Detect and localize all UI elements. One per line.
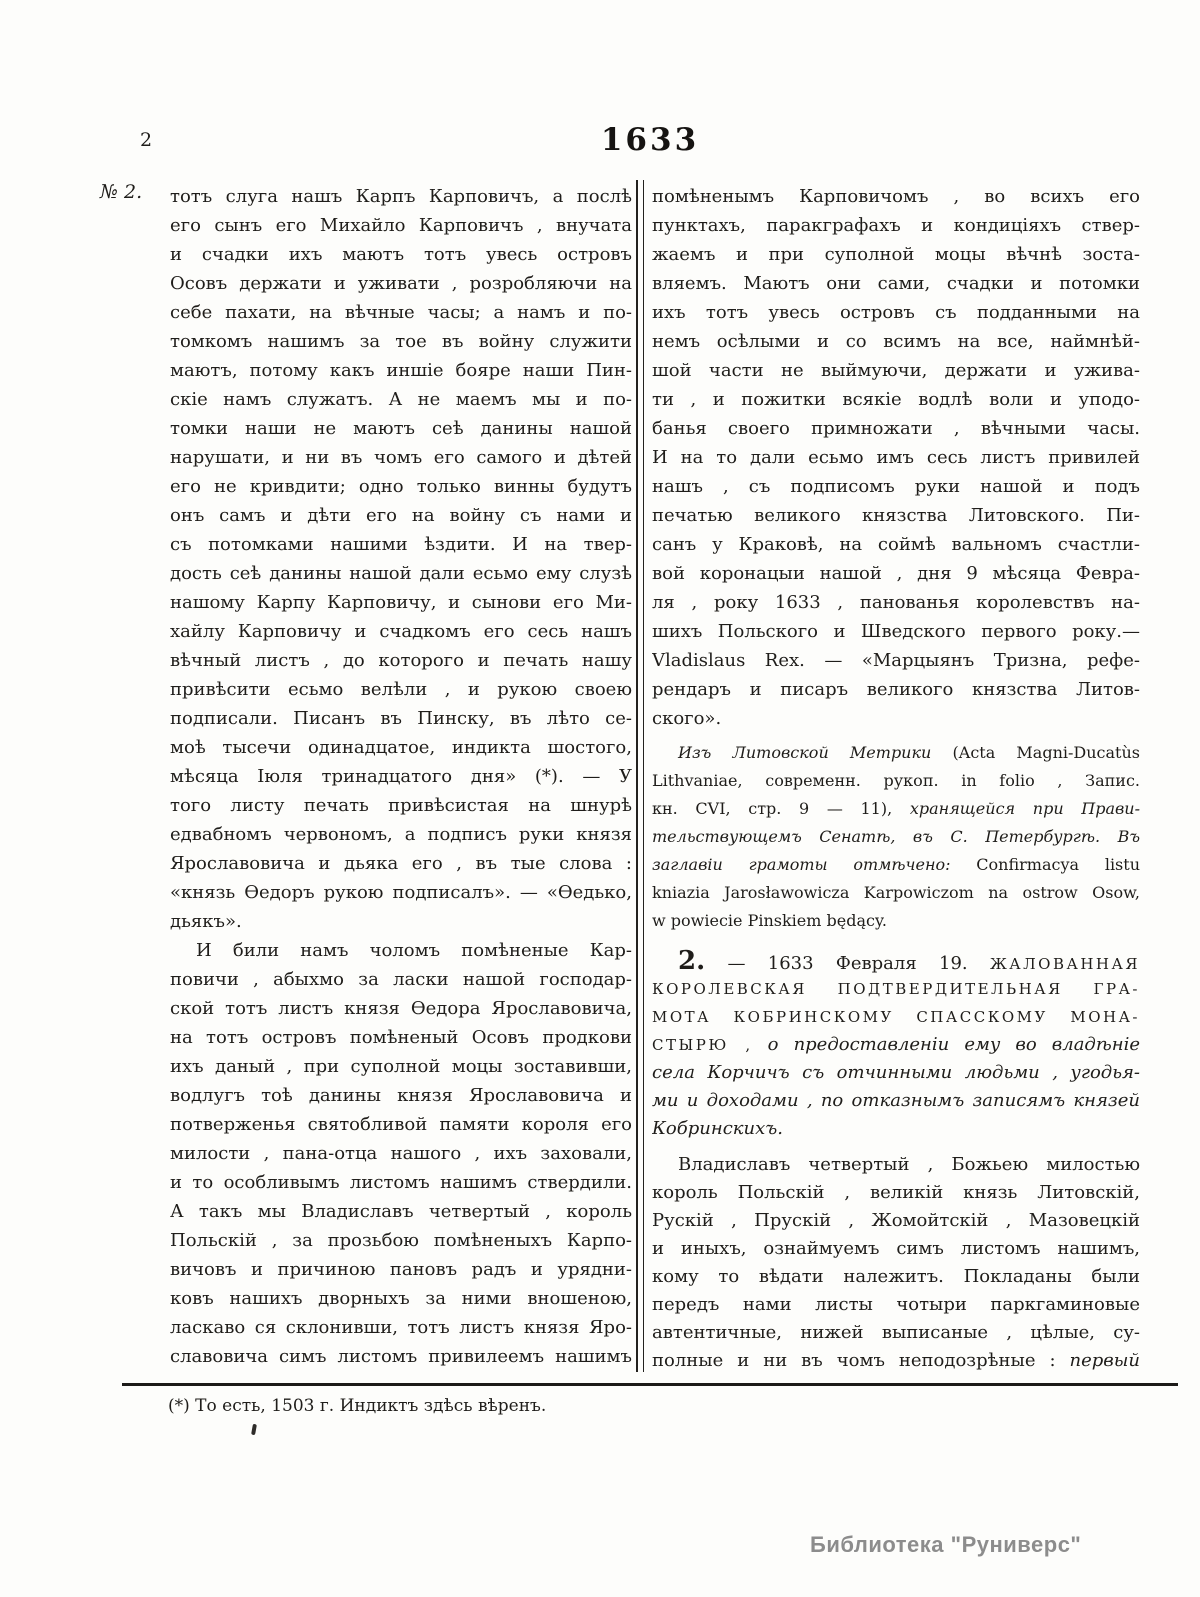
text-line: Ярославовича и дьяка его , въ тые слова : bbox=[170, 853, 632, 874]
last-line-italic: первый bbox=[1069, 1350, 1140, 1371]
text-line: вой коронацыи нашой , дня 9 мѣсяца Февра- bbox=[652, 563, 1140, 584]
text-line: потверженья святобливой памяти короля его bbox=[170, 1114, 632, 1135]
left-paragraph-2 bbox=[170, 936, 632, 1371]
text-line: дость сеѣ данины нашой дали есьмо ему слузѣ bbox=[170, 563, 632, 584]
text-line: ихъ тотъ увесь островъ съ подданными на bbox=[652, 302, 1140, 323]
text-line: kniazia Jarosławowicza Karpowiczom na ostrow Osow, bbox=[652, 883, 1140, 902]
page-number: 2 bbox=[140, 129, 153, 151]
text-line: король Польскій , великій князь Литовскій, bbox=[652, 1182, 1140, 1203]
left-paragraph-1 bbox=[170, 182, 632, 936]
text-line: жаемъ и при суполной моцы вѣчнѣ зоста- bbox=[652, 244, 1140, 265]
text-line: Польскій , за прозьбою помѣненыхъ Карпо- bbox=[170, 1230, 632, 1251]
text-line: его сынъ его Михайло Карповичъ , внучата bbox=[170, 215, 632, 236]
text-line: вѣчный листъ , до которого и печать нашу bbox=[170, 650, 632, 671]
ink-speck bbox=[251, 1424, 257, 1436]
text-line: привѣсити есьмо велѣли , и рукою своею bbox=[170, 679, 632, 700]
note-segment: Изъ Литовской Метрики bbox=[678, 743, 932, 762]
text-line: славовича симъ листомъ привилеемъ нашимъ bbox=[170, 1346, 632, 1367]
text-line: вляемъ. Маютъ они сами, счадки и потомки bbox=[652, 273, 1140, 294]
text-line: пунктахъ, паракграфахъ и кондиціяхъ ствер- bbox=[652, 215, 1140, 236]
text-line: Lithvaniae, современн. рукоп. in folio , Запис. bbox=[652, 771, 1140, 790]
text-line: тельствующемъ Сенатѣ, въ С. Петербургѣ. Въ bbox=[652, 827, 1140, 846]
entry-2-heading bbox=[652, 947, 1140, 1143]
running-head-year: 1633 bbox=[600, 122, 700, 158]
text-line: шихъ Польского и Шведского первого року.— bbox=[652, 621, 1140, 642]
text-line: санъ у Краковѣ, на соймѣ вальномъ счастли- bbox=[652, 534, 1140, 555]
text-line: едвабномъ червономъ, а подписъ руки князя bbox=[170, 824, 632, 845]
text-line: мѣсяца Іюля тринадцатого дня» (*). — У bbox=[170, 766, 632, 787]
text-line: милости , пана-отца нашого , ихъ заховали, bbox=[170, 1143, 632, 1164]
entry-date: — 1633 Февраля 19. bbox=[727, 953, 968, 974]
text-line: банья своего примножати , вѣчными часы. bbox=[652, 418, 1140, 439]
text-line: ти , и пожитки всякіе водлѣ воли и уподо- bbox=[652, 389, 1140, 410]
note-segment: заглавіи грамоты отмѣчено: bbox=[652, 855, 951, 874]
last-line-roman: полные и ни въ чомъ неподозрѣные : bbox=[652, 1350, 1056, 1371]
entry-title-line: МОТА КОБРИНСКОМУ СПАССКОМУ МОНА- bbox=[652, 1008, 1140, 1026]
text-line: нашому Карпу Карповичу, и сынови его Ми- bbox=[170, 592, 632, 613]
entry-2-first-line bbox=[652, 947, 1140, 975]
text-line: тотъ слуга нашъ Карпъ Карповичъ, а послѣ bbox=[170, 186, 632, 207]
text-line: водлугъ тоѣ данины князя Ярославовича и bbox=[170, 1085, 632, 1106]
text-line: ского». bbox=[652, 708, 722, 729]
text-line: нарушати, и ни въ чомъ его самого и дѣтей bbox=[170, 447, 632, 468]
text-line: себе пахати, на вѣчные часы; а намъ и по- bbox=[170, 302, 632, 323]
note-segment: кн. CVI, стр. 9 — 11), bbox=[652, 799, 893, 818]
right-paragraph-2 bbox=[652, 1151, 1140, 1375]
text-line: рендаръ и писаръ великого князства Литов- bbox=[652, 679, 1140, 700]
text-line: ковъ нашихъ дворныхъ за ними вношеною, bbox=[170, 1288, 632, 1309]
entry-number: 2. bbox=[678, 947, 706, 975]
text-line bbox=[652, 795, 1140, 823]
left-column bbox=[170, 182, 632, 1371]
entry-subtitle-segment: о предоставленіи ему во владѣніе bbox=[767, 1034, 1140, 1055]
text-line: немъ осѣлыми и со всимъ на все, наймнѣй- bbox=[652, 331, 1140, 352]
note-segment: (Acta Magni-Ducatùs bbox=[952, 743, 1140, 762]
text-line bbox=[652, 1347, 1140, 1375]
text-line: моѣ тысечи одинадцатое, индикта шостого, bbox=[170, 737, 632, 758]
text-line: томки наши не маютъ сеѣ данины нашой bbox=[170, 418, 632, 439]
text-line: дьякъ». bbox=[170, 911, 242, 932]
text-line: онъ самъ и дѣти его на войну съ нами и bbox=[170, 505, 632, 526]
right-column bbox=[652, 182, 1140, 1375]
footnote-rule bbox=[122, 1383, 1178, 1386]
text-line: шой части не выймуючи, держати и ужива- bbox=[652, 360, 1140, 381]
watermark-runivers: Библиотека "Руниверс" bbox=[810, 1532, 1082, 1557]
text-line: и счадки ихъ маютъ тотъ увесь островъ bbox=[170, 244, 632, 265]
entry-subtitle-line: села Корчичъ съ отчинными людьми , угодья- bbox=[652, 1062, 1140, 1083]
text-line: съ потомками нашими ѣздити. И на твер- bbox=[170, 534, 632, 555]
right-paragraph-1 bbox=[652, 182, 1140, 733]
text-line: нашъ , съ подписомъ руки нашой и подъ bbox=[652, 476, 1140, 497]
text-line: w powiecie Pinskiem będący. bbox=[652, 911, 887, 930]
note-segment: хранящейся при Прави- bbox=[909, 799, 1140, 818]
entry-title-line: КОРОЛЕВСКАЯ ПОДТВЕРДИТЕЛЬНАЯ ГРА- bbox=[652, 980, 1140, 998]
text-line: томкомъ нашимъ за тое въ войну служити bbox=[170, 331, 632, 352]
entry-title-segment: ЖАЛОВАННАЯ bbox=[989, 955, 1140, 973]
source-note bbox=[652, 739, 1140, 935]
text-line: подписали. Писанъ въ Пинску, въ лѣто се- bbox=[170, 708, 632, 729]
text-line: ской тотъ листъ князя Ѳедора Ярославовича, bbox=[170, 998, 632, 1019]
text-line: И на то дали есьмо имъ сесь листъ привилей bbox=[652, 447, 1140, 468]
text-line: и иныхъ, ознаймуемъ симъ листомъ нашимъ, bbox=[652, 1238, 1140, 1259]
text-line: на тотъ островъ помѣненый Осовъ продкови bbox=[170, 1027, 632, 1048]
entry-subtitle-line: Кобринскихъ. bbox=[652, 1118, 784, 1139]
text-line: ихъ даный , при суполной моцы зоставивши, bbox=[170, 1056, 632, 1077]
text-line: кому то вѣдати належитъ. Покладаны были bbox=[652, 1266, 1140, 1287]
text-line: передъ нами листы чотыри паркгаминовые bbox=[652, 1294, 1140, 1315]
text-line: А такъ мы Владиславъ четвертый , король bbox=[170, 1201, 632, 1222]
text-line bbox=[652, 851, 1140, 879]
text-line: повичи , абыхмо за ласки нашой господар- bbox=[170, 969, 632, 990]
text-line: хайлу Карповичу и счадкомъ его сесь нашъ bbox=[170, 621, 632, 642]
entry-title-line bbox=[652, 1031, 1140, 1059]
text-line: скіе намъ служатъ. А не маемъ мы и по- bbox=[170, 389, 632, 410]
text-line bbox=[652, 739, 1140, 767]
text-line: «князь Ѳедоръ рукою подписалъ». — «Ѳедько, bbox=[170, 882, 632, 903]
text-line: Рускій , Прускій , Жомойтскій , Мазовецкій bbox=[652, 1210, 1140, 1231]
text-line: Владиславъ четвертый , Божьею милостью bbox=[678, 1154, 1140, 1175]
text-line: и то особливымъ листомъ нашимъ ствердили. bbox=[170, 1172, 632, 1193]
note-segment: Confirmacya listu bbox=[976, 855, 1140, 874]
footnote-text: (*) То есть, 1503 г. Индиктъ здѣсь вѣренъ. bbox=[168, 1396, 547, 1416]
text-line: того листу печать привѣсистая на шнурѣ bbox=[170, 795, 632, 816]
entry-title-segment: СТЫРЮ , bbox=[652, 1036, 753, 1054]
text-line: И били намъ чоломъ помѣненые Кар- bbox=[196, 940, 632, 961]
text-line: печатью великого князства Литовского. Пи- bbox=[652, 505, 1140, 526]
margin-entry-number: № 2. bbox=[100, 181, 143, 203]
text-line: вичовъ и причиною пановъ радъ и урядни- bbox=[170, 1259, 632, 1280]
entry-subtitle-line: ми и доходами , по отказнымъ записямъ князей bbox=[652, 1090, 1140, 1111]
text-line: ля , року 1633 , панованья королевствъ на- bbox=[652, 592, 1140, 613]
text-line: помѣненымъ Карповичомъ , во всихъ его bbox=[652, 186, 1140, 207]
text-line: ласкаво ся склонивши, тотъ листъ князя Яро- bbox=[170, 1317, 632, 1338]
right-paragraph-2-lines bbox=[652, 1151, 1140, 1347]
text-line: автентичные, нижей выписаные , цѣлые, су- bbox=[652, 1322, 1140, 1343]
text-line: Vladislaus Rex. — «Марцыянъ Тризна, рефе- bbox=[652, 650, 1140, 671]
column-divider-rule bbox=[636, 180, 644, 1372]
text-line: маютъ, потому какъ иншіе бояре наши Пин- bbox=[170, 360, 632, 381]
text-line: Осовъ держати и уживати , розробляючи на bbox=[170, 273, 632, 294]
text-line: его не кривдити; одно только винны будутъ bbox=[170, 476, 632, 497]
